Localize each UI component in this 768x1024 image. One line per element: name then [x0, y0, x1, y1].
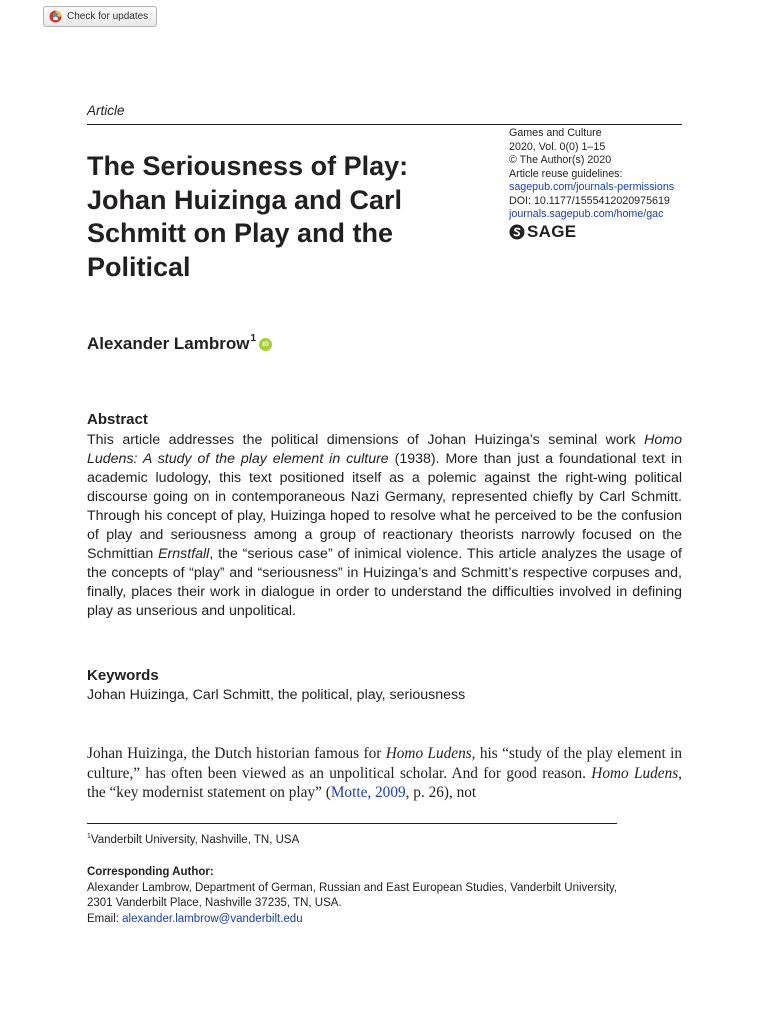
- citation-link[interactable]: Motte, 2009: [330, 784, 406, 801]
- article-type-label: Article: [87, 103, 125, 118]
- article-title-line: Johan Huizinga and Carl: [87, 184, 403, 215]
- affiliation-footnote: [87, 833, 299, 846]
- journal-copyright: © The Author(s) 2020: [509, 154, 612, 166]
- keywords-list: Johan Huizinga, Carl Schmitt, the political, play, seriousness: [87, 687, 466, 703]
- journal-doi: DOI: 10.1177/1555412020975619: [509, 194, 670, 207]
- article-title-line: Schmitt on Play and the: [87, 218, 394, 248]
- email-label: Email:: [87, 912, 123, 925]
- article-title: [87, 150, 487, 284]
- permissions-link[interactable]: sagepub.com/journals-permissions: [509, 181, 675, 193]
- corresponding-author-address: 2301 Vanderbilt Place, Nashville 37235, TN, USA.: [87, 897, 342, 909]
- abstract-text: This article addresses the political dimensions of Johan Huizinga’s seminal work Homo Ludens: A study of the play element in culture (1938). More than just a foundational text in academic ludology, this text positioned itself as a polemic against the right-wing political discourse going on in contemporaneous Nazi Germany, represented chiefly by Carl Schmitt. Through his concept of play, Huizinga hoped to resolve what he perceived to be the confusion of play and seriousness among a group of reactionary theorists narrowly focused on the Schmittian Ernstfall, the “serious case” of inimical violence. This article analyzes the usage of the concepts of “play” and “seriousness” in Huizinga’s and Schmitt’s respective corpuses and, finally, places their work in dialogue in order to understand the difficulties involved in defining play as unserious and unpolitical.: [87, 432, 682, 619]
- check-for-updates-label: Check for updates: [67, 11, 149, 22]
- crossmark-icon: [49, 10, 62, 23]
- journal-reuse-label: Article reuse guidelines:: [509, 167, 623, 180]
- journal-name: Games and Culture: [509, 127, 602, 139]
- corresponding-author-address: Alexander Lambrow, Department of German, Russian and East European Studies, Vanderbilt University,: [87, 881, 618, 894]
- author-name: Alexander Lambrow: [87, 334, 250, 353]
- orcid-icon[interactable]: iD: [259, 338, 272, 351]
- body-paragraph: Johan Huizinga, the Dutch historian famous for Homo Ludens, his “study of the play element in culture,” has often been viewed as an unpolitical scholar. And for good reason. Homo Ludens, the “key modernist statement on play” (Motte, 2009, p. 26), not: [87, 745, 682, 801]
- journal-home-link[interactable]: journals.sagepub.com/home/gac: [509, 208, 664, 220]
- article-title-line: The Seriousness of Play:: [87, 151, 409, 181]
- abstract-heading: Abstract: [87, 411, 148, 428]
- keywords-heading: Keywords: [87, 667, 159, 684]
- author-affiliation-mark: 1: [250, 333, 257, 344]
- corresponding-author: [87, 865, 687, 927]
- check-for-updates-button[interactable]: [43, 6, 157, 27]
- article-title-line: Political: [87, 251, 191, 282]
- affiliation-mark: 1: [87, 833, 91, 840]
- email-link[interactable]: alexander.lambrow@vanderbilt.edu: [122, 912, 303, 925]
- journal-volume: 2020, Vol. 0(0) 1–15: [509, 140, 606, 153]
- sage-s-icon: [509, 224, 525, 240]
- sage-logo: [509, 221, 674, 241]
- affiliation-text: Vanderbilt University, Nashville, TN, USA: [90, 833, 300, 846]
- sage-logo-text: SAGE: [527, 221, 577, 241]
- footnote-rule: [87, 823, 617, 824]
- corresponding-author-heading: Corresponding Author:: [87, 866, 214, 878]
- journal-info: [509, 127, 674, 240]
- header-rule: [87, 124, 682, 125]
- author-line: [87, 334, 272, 354]
